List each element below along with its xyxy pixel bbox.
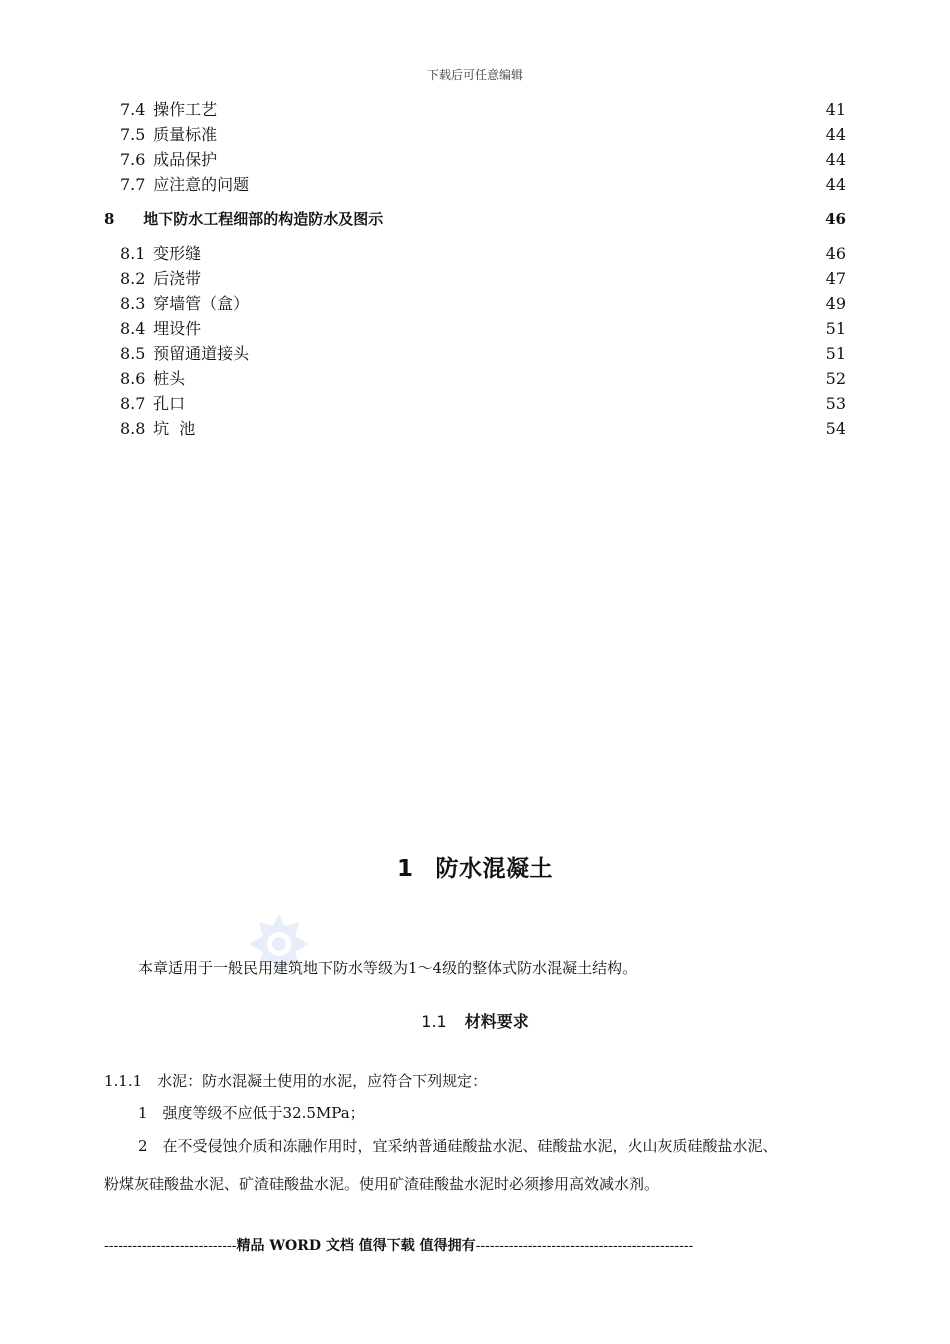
toc-item-number: 8.5: [120, 344, 146, 363]
toc-item-page: 49: [825, 294, 846, 313]
toc-item-number: 7.4: [120, 100, 146, 119]
toc-item-page: 52: [825, 369, 846, 388]
toc-item-number: 8.1: [120, 244, 146, 263]
toc-item[interactable]: [120, 343, 846, 365]
toc-item-number: 7.6: [120, 150, 146, 169]
toc-item-number: 8.3: [120, 294, 146, 313]
toc-item-number: 8.2: [120, 269, 146, 288]
toc-item-page: 51: [825, 319, 846, 338]
toc-item-title: 孔口: [153, 394, 186, 413]
toc-item-number: 8.4: [120, 319, 146, 338]
footer-dashes-left: ----------------------------: [104, 1238, 237, 1254]
toc-item-title: 坑 池: [153, 419, 196, 438]
toc-item-page: 44: [825, 125, 846, 144]
toc-item-page: 41: [825, 100, 846, 119]
toc-item-title: 预留通道接头: [153, 344, 250, 363]
clause-1-1-1: 1.1.1 水泥：防水混凝土使用的水泥，应符合下列规定：: [104, 1072, 488, 1090]
section-title-text: 材料要求: [464, 1012, 529, 1031]
toc-item-number: 8.7: [120, 394, 146, 413]
chapter-title-text: 防水混凝土: [435, 856, 553, 882]
toc-chapter-title: 地下防水工程细部的构造防水及图示: [143, 210, 384, 228]
toc-item-number: 8.6: [120, 369, 146, 388]
toc-item[interactable]: [120, 368, 846, 390]
page-footer: [104, 1236, 804, 1256]
toc-item-page: 53: [825, 394, 846, 413]
toc-item-title: 应注意的问题: [153, 175, 250, 194]
toc-item-number: 8.8: [120, 419, 146, 438]
toc-item-title: 成品保护: [153, 150, 218, 169]
toc-item-title: 埋设件: [153, 319, 202, 338]
toc-item[interactable]: [120, 418, 846, 440]
page-header: 下载后可任意编辑: [426, 68, 523, 82]
toc-item-title: 穿墙管（盒）: [153, 294, 250, 313]
toc-item-page: 47: [825, 269, 846, 288]
footer-text: 精品 WORD 文档 值得下载 值得拥有: [236, 1238, 476, 1254]
section-number: 1.1: [421, 1012, 447, 1031]
chapter-title: [0, 850, 950, 883]
toc-chapter[interactable]: [104, 208, 846, 230]
toc-item[interactable]: [120, 174, 846, 196]
toc-item[interactable]: [120, 99, 846, 121]
toc-item-title: 后浇带: [153, 269, 202, 288]
toc-chapter-page: 46: [825, 210, 846, 228]
footer-dashes-right: ----------------------------------------------: [475, 1238, 694, 1254]
toc-item-page: 44: [825, 175, 846, 194]
chapter-number: 1: [396, 856, 414, 882]
toc-item[interactable]: [120, 268, 846, 290]
toc-item-page: 44: [825, 150, 846, 169]
toc-item-number: 7.7: [120, 175, 146, 194]
toc-item-title: 变形缝: [153, 244, 202, 263]
toc-item[interactable]: [120, 243, 846, 265]
section-title: [0, 1009, 950, 1032]
toc-item-number: 7.5: [120, 125, 146, 144]
toc-item[interactable]: [120, 293, 846, 315]
toc-item[interactable]: [120, 393, 846, 415]
toc-item-title: 桩头: [153, 369, 186, 388]
clause-item-2-line-2: 粉煤灰硅酸盐水泥、矿渣硅酸盐水泥。使用矿渣硅酸盐水泥时必须掺用高效减水剂。: [104, 1175, 660, 1193]
toc-item-title: 操作工艺: [153, 100, 218, 119]
toc-item-title: 质量标准: [153, 125, 218, 144]
toc-chapter-number: 8: [104, 210, 115, 228]
toc-item[interactable]: [120, 124, 846, 146]
toc-item-page: 54: [825, 419, 846, 438]
toc-item-page: 51: [825, 344, 846, 363]
clause-item-1: 1 强度等级不应低于32.5MPa；: [138, 1104, 365, 1122]
toc-item[interactable]: [120, 149, 846, 171]
intro-paragraph: 本章适用于一般民用建筑地下防水等级为1～4级的整体式防水混凝土结构。: [138, 959, 638, 977]
toc-item-page: 46: [825, 244, 846, 263]
clause-item-2-line-1: 2 在不受侵蚀介质和冻融作用时，宜采纳普通硅酸盐水泥、硅酸盐水泥，火山灰质硅酸盐水泥、: [138, 1137, 778, 1155]
toc-item[interactable]: [120, 318, 846, 340]
